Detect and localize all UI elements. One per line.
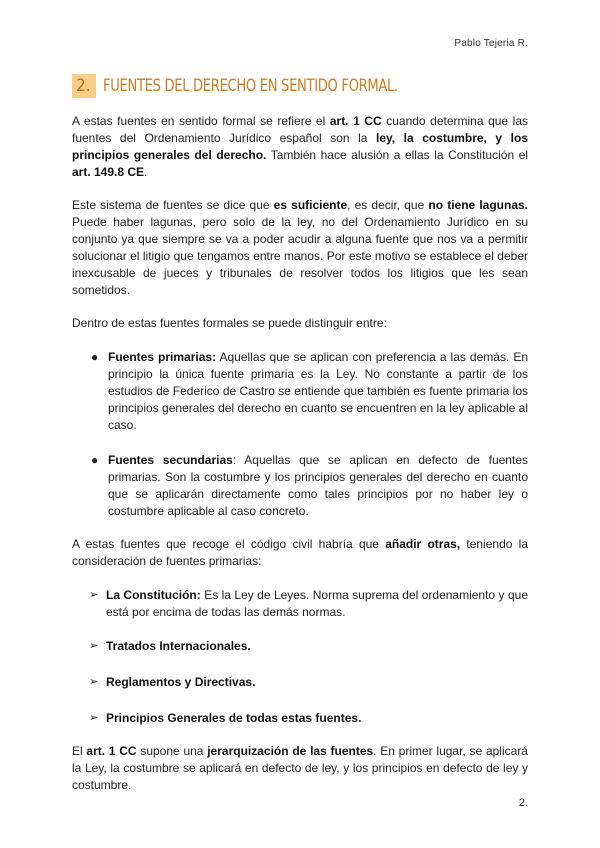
paragraph-hierarchy [72,743,528,794]
section-number: 2. [72,74,96,98]
text-run: . En primer lugar, se aplicará la Ley, la costumbre se aplicará en defecto de ley, y los principios en defecto de ley y costumbre. [72,744,528,792]
bold-run: jerarquización de las fuentes [207,744,374,758]
page-number: 2. [518,797,528,809]
text-run: Aquellas que se aplican con preferencia a las demás. En principio la única fuente primaria es la Ley. No constante a partir de los estudios de Federico de Castro se entiende que también es fuente primaria los principios generales del derecho en cuanto se encuentren en la ley aplicable al caso. [108,350,528,432]
text-run: cuando determina que las fuentes del Ordenamiento Jurídico español son la [72,114,528,145]
bold-run: ley, la costumbre, y los principios generales del derecho. [72,131,528,162]
text-run: teniendo la consideración de fuentes primarias: [72,537,528,568]
bold-run: es suficiente [273,198,348,212]
bold-run: no tiene lagunas. [428,198,529,212]
section-heading [72,74,445,98]
text-run: Es la Ley de Leyes. Norma suprema del ordenamiento y que está por encima de todas las demás normas. [106,588,528,619]
bold-run: art. 1 CC [86,744,137,758]
bold-run: Fuentes primarias: [108,350,217,364]
paragraph-add-others [72,536,528,570]
paragraph-distinguish: Dentro de estas fuentes formales se puede distinguir entre: [72,316,387,330]
text-run: A estas fuentes en sentido formal se refiere el [72,114,330,128]
arrow-bullet-icon: ➢ [89,640,99,652]
text-run: , es decir, que [347,198,429,212]
author-name: Pablo Tejeria R. [454,38,528,49]
text-run: Este sistema de fuentes se dice que [72,198,274,212]
text-run: . [144,165,148,179]
list-item [89,710,528,727]
document-body [72,113,528,794]
text-run: : Aquellas que se aplican en defecto de fuentes primarias. Son la costumbre y los principios generales del derecho en cuanto que se aplicarán directamente como tales principios por no haber ley o costumbre aplicable al caso concreto. [108,453,528,518]
list-item [89,638,528,655]
text-run: supone una [136,744,208,758]
arrow-bullet-icon: ➢ [89,676,99,688]
text-run: Puede haber lagunas, pero solo de la ley, no del Ordenamiento Jurídico en su conjunto ya que siempre se va a poder acudir a alguna fuente que nos va a permitir solucionar el litigio que tengamos entre manos. Por este motivo se establece el deber inexcusable de jueces y tribunales de resolver todos los litigios que les sean sometidos. [72,215,528,297]
bullet-icon: ● [91,453,99,467]
paragraph-sources-art1 [72,113,528,181]
section-title: FUENTES DEL DERECHO EN SENTIDO FORMAL. [102,76,398,96]
bullet-list [72,349,528,520]
bold-run: Tratados Internacionales. [106,639,251,653]
bold-run: Fuentes secundarias [108,453,233,467]
list-item [91,452,528,520]
arrow-bullet-icon: ➢ [89,712,99,724]
list-item [91,349,528,434]
text-run: El [72,744,87,758]
arrow-list [72,587,528,727]
bold-run: art. 1 CC [329,114,382,128]
list-item [89,587,528,621]
bold-run: Principios Generales de todas estas fuentes. [106,711,362,725]
arrow-bullet-icon: ➢ [89,589,99,601]
text-run: A estas fuentes que recoge el código civil habría que [72,537,386,551]
bullet-icon: ● [91,350,99,364]
paragraph-sufficient-system [72,197,528,299]
bold-run: La Constitución: [106,588,201,602]
bold-run: Reglamentos y Directivas. [106,675,256,689]
bold-run: añadir otras, [385,537,461,551]
list-item [89,674,528,691]
text-run: También hace alusión a ellas la Constitución el [266,148,528,162]
bold-run: art. 149.8 CE [72,165,145,179]
